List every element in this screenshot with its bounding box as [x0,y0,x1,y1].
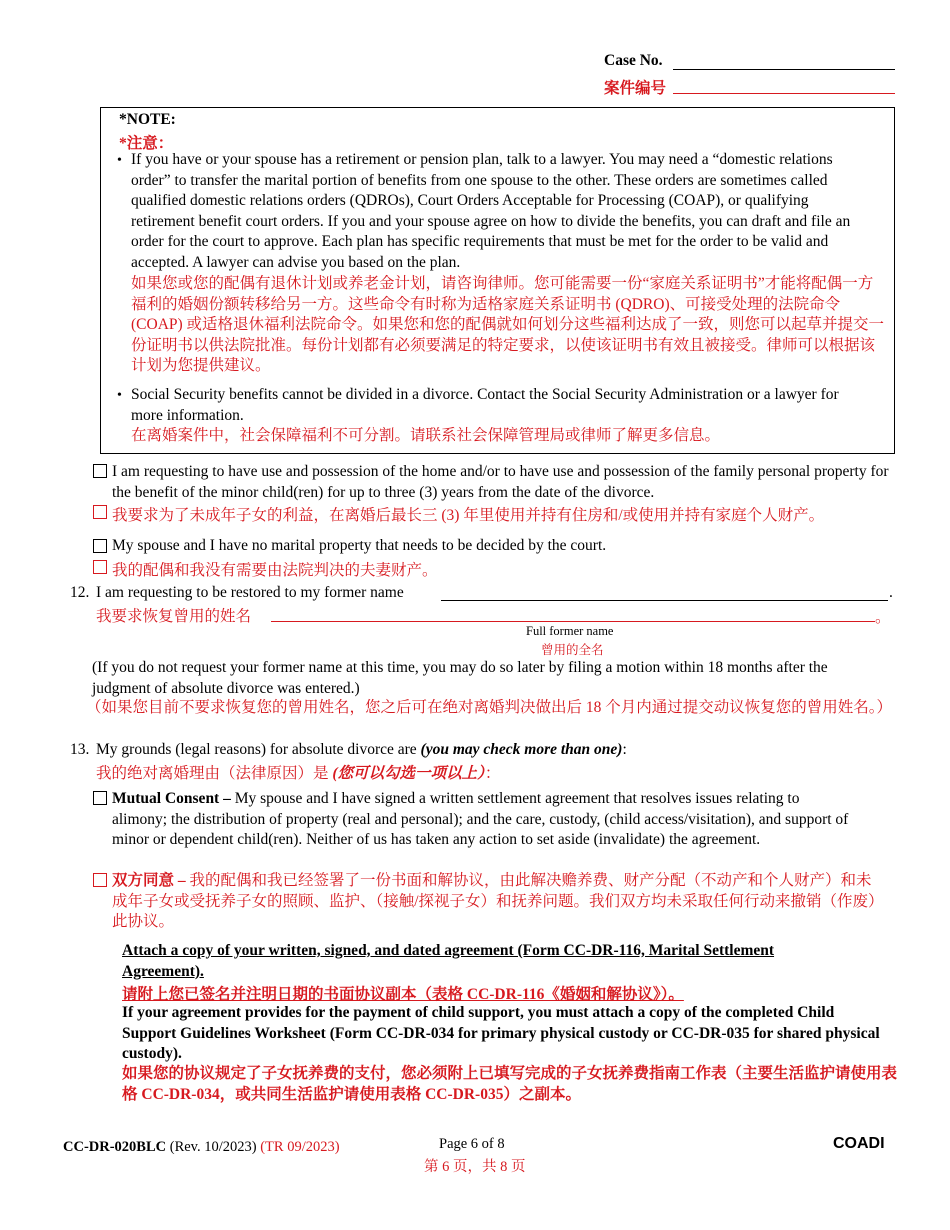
mutual-consent-checkbox[interactable] [93,791,107,805]
case-no-field[interactable] [673,52,895,70]
item12-period-zh: 。 [875,609,891,626]
note-title-zh: *注意： [119,135,174,152]
case-no-field-zh [673,76,895,94]
support-instruction-zh: 如果您的协议规定了子女抚养费的支付，您必须附上已填写完成的子女抚养费指南工作表（主要生活监护请使用表格 CC-DR-034，或共同生活监护请使用表格 CC-DR-035）之副本。 [122,1065,898,1103]
no-property-text-zh: 我的配偶和我没有需要由法院判决的夫妻财产。 [112,562,438,579]
item12-period: . [889,584,893,601]
note-bullet1-zh: 如果您或您的配偶有退休计划或养老金计划，请咨询律师。您可能需要一份“家庭关系证明书”才能将配偶一方福利的婚姻份额转移给另一方。这些命令有时称为适格家庭关系证明书 (QDRO)、可接受处理的法院命令 (COAP) 或适格退休福利法院命令。如果您和您的配偶就如何划分这些福利达成了一致，则您可以起草并提交一份证明书以供法院批准。每份计划都有必须要满足的特定要求，以使该证明书有效且被接受。律师可以根据该计划为您提供建议。 [131,275,885,375]
former-name-field[interactable] [441,584,888,601]
case-no-label-zh: 案件编号 [604,80,667,97]
former-name-caption-zh: 曾用的全名 [541,643,604,657]
form-tr: (TR 09/2023) [260,1139,340,1155]
page-number: Page 6 of 8 [439,1136,505,1152]
home-option-text: I am requesting to have use and possession of the home and/or to have use and possession of the family personal property for the benefit of the minor child(ren) for up to three (3) years from the date of the divorce. [112,463,889,501]
mutual-consent-text [112,789,857,851]
mutual-consent-body: My spouse and I have signed a written settlement agreement that resolves issues relating to alimony; the distribution of property (real and personal); and the care, custody, (child access/visitation), and support of minor or dependent child(ren). Neither of us has taken any action to set aside (invalidate) the agreement. [112,790,849,849]
page-number-zh: 第 6 页，共 8 页 [424,1159,526,1175]
item12-note-zh: （如果您目前不要求恢复您的曾用姓名，您之后可在绝对离婚判决做出后 18 个月内通过提交动议恢复您的曾用姓名。） [86,699,893,716]
support-instruction: If your agreement provides for the payment of child support, you must attach a copy of the completed Child Support Guidelines Worksheet (Form CC-DR-034 for primary physical custody or CC-DR-035 for shared physical custody). [122,1004,880,1063]
note-bullet1-en: If you have or your spouse has a retirement or pension plan, talk to a lawyer. You may need a “domestic relations order” to transfer the marital portion of benefits from one spouse to the other. These orders are sometimes called qualified domestic relations orders (QDROs), Court Orders Acceptable for Processing (COAP), or qualifying retirement benefit court orders. If you and your spouse agree on how to divide the benefits, you can draft and file an order for the court to approve. Each plan has specific requirements that must be met for the order to be valid and accepted. A lawyer can advise you based on the plan. [131,151,851,271]
mutual-consent-body-zh: 我的配偶和我已经签署了一份书面和解协议，由此解决赡养费、财产分配（不动产和个人财产）和未成年子女或受抚养子女的照顾、监护、（接触/探视子女）和抚养问题。我们双方均未采取任何行动来撤销（作废）此协议。 [112,872,884,931]
note-bullet2-en: Social Security benefits cannot be divided in a divorce. Contact the Social Security Administration or a lawyer for more information. [131,386,839,424]
item13-text-zh-b: (您可以勾选一项以上） [332,765,485,782]
note-bullet2-zh: 在离婚案件中，社会保障福利不可分割。请联系社会保障管理局或律师了解更多信息。 [131,427,721,444]
coadi-label: COADI [833,1135,885,1152]
attach-instruction: Attach a copy of your written, signed, and dated agreement (Form CC-DR-116, Marital Settlement Agreement). [122,942,775,980]
item13-text [96,741,627,759]
item12-text-zh: 我要求恢复曾用的姓名 [96,608,252,625]
note-title: *NOTE: [119,111,176,128]
bullet-dot: • [117,153,122,168]
item13-text-c: : [622,741,627,758]
mutual-consent-text-zh [112,871,887,933]
home-checkbox-zh[interactable] [93,505,107,519]
no-property-checkbox[interactable] [93,539,107,553]
item12-text: I am requesting to be restored to my former name [96,584,404,601]
item13-text-a: My grounds (legal reasons) for absolute divorce are [96,741,421,758]
item12-note: (If you do not request your former name at this time, you may do so later by filing a motion within 18 months after the judgment of absolute divorce was entered.) [92,659,828,697]
item13-text-b: (you may check more than one) [420,741,623,758]
no-property-text: My spouse and I have no marital property that needs to be decided by the court. [112,537,607,554]
item13-number: 13. [70,741,90,758]
form-rev: (Rev. 10/2023) [166,1139,261,1155]
form-id-code: CC-DR-020BLC [63,1139,167,1155]
form-id [63,1139,340,1156]
mutual-consent-title: Mutual Consent – [112,790,231,807]
mutual-consent-checkbox-zh[interactable] [93,873,107,887]
home-checkbox[interactable] [93,464,107,478]
attach-instruction-zh: 请附上您已签名并注明日期的书面协议副本（表格 CC-DR-116《婚姻和解协议》）。 [122,986,684,1003]
home-option-text-zh: 我要求为了未成年子女的利益，在离婚后最长三 (3) 年里使用并持有住房和/或使用并持有家庭个人财产。 [112,507,825,524]
item12-number: 12. [70,584,90,601]
mutual-consent-title-zh: 双方同意 – [112,872,186,889]
item13-text-zh-a: 我的绝对离婚理由（法律原因）是 [96,765,333,782]
no-property-checkbox-zh[interactable] [93,560,107,574]
item13-text-zh-c: ： [484,765,501,782]
former-name-field-zh [271,605,875,622]
note-box [100,107,895,454]
former-name-caption: Full former name [526,624,614,638]
bullet-dot: • [117,388,122,403]
case-no-label: Case No. [604,52,663,69]
item13-text-zh [96,761,500,783]
